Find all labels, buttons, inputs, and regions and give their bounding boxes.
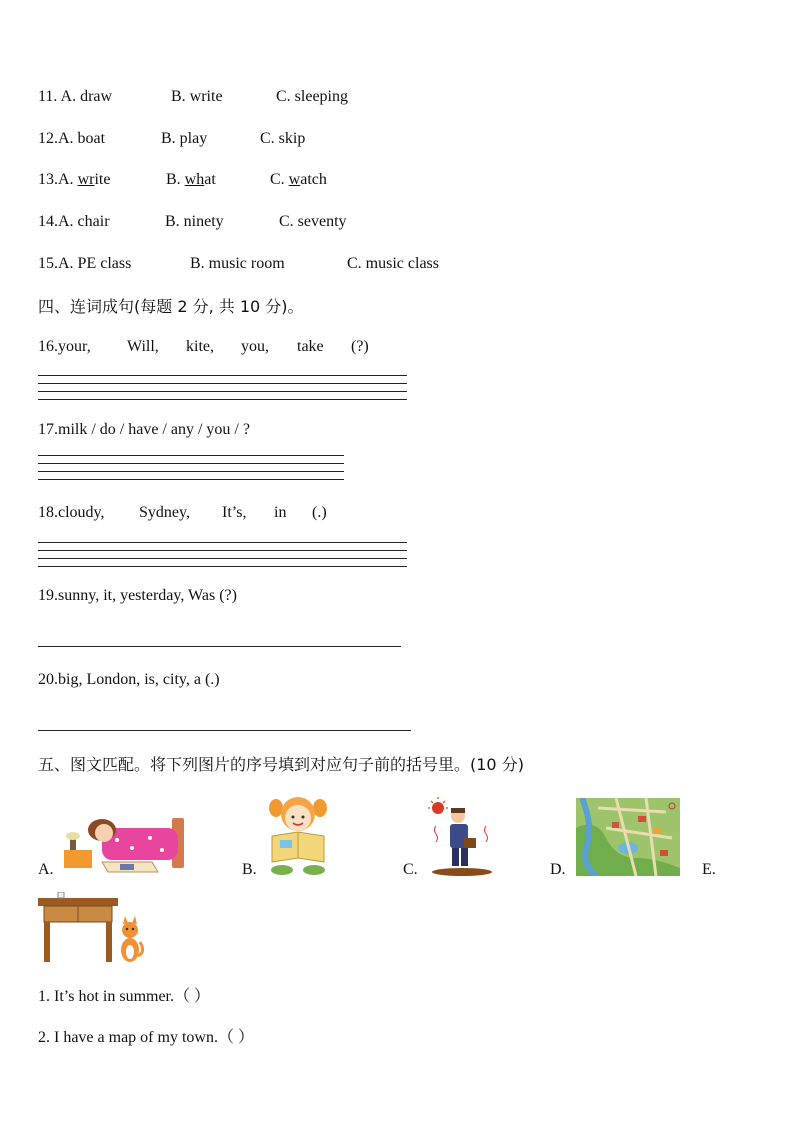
question-number: 12	[38, 130, 54, 147]
word-3: It’s,	[222, 504, 247, 521]
girl-sleeping-picture	[62, 800, 186, 878]
option-c: C. watch	[270, 171, 327, 188]
question-number: 18	[38, 504, 54, 521]
answer-line-20[interactable]	[38, 730, 411, 731]
picture-label-a: A.	[38, 861, 54, 878]
answer-line-19[interactable]	[38, 646, 401, 647]
question-text: big, London, is, city, a (.)	[58, 671, 220, 688]
sentence-text: 2. I have a map of my town.	[38, 1029, 218, 1046]
picture-label-c: C.	[403, 861, 418, 878]
word-4: you,	[241, 338, 269, 355]
match-sentence-1	[38, 983, 210, 1006]
word-5: take	[297, 338, 324, 355]
option-a: A. draw	[60, 88, 113, 105]
answer-parentheses[interactable]: （ ）	[217, 1029, 254, 1046]
question-number: 16	[38, 338, 54, 355]
girl-reading-picture	[266, 790, 330, 876]
option-a: A. boat	[58, 130, 106, 147]
question-text: sunny, it, yesterday, Was (?)	[58, 587, 237, 604]
option-a: A. chair	[58, 213, 110, 230]
picture-label-b: B.	[242, 861, 257, 878]
question-text: milk / do / have / any / you / ?	[58, 421, 250, 438]
table-and-cat-picture	[38, 892, 144, 966]
option-b: B. what	[166, 171, 216, 188]
answer-lines-17[interactable]	[38, 455, 344, 487]
word-1: cloudy,	[58, 504, 105, 521]
word-5: (.)	[312, 504, 327, 521]
option-a: 13.A. write	[38, 171, 111, 188]
hot-weather-man-picture	[428, 796, 500, 878]
answer-lines-16[interactable]	[38, 375, 407, 407]
question-number: 19	[38, 587, 54, 604]
question-number: 20	[38, 671, 54, 688]
picture-label-d: D.	[550, 861, 566, 878]
question-number: 15	[38, 255, 54, 272]
option-c: C. skip	[260, 130, 306, 147]
option-c: C. sleeping	[276, 88, 348, 105]
question-number: 17	[38, 421, 54, 438]
town-map-picture	[576, 798, 680, 876]
answer-lines-18[interactable]	[38, 542, 407, 574]
section-5-heading: 五、图文匹配。将下列图片的序号填到对应句子前的括号里。(10 分)	[38, 755, 524, 774]
option-b: B. write	[171, 88, 223, 105]
answer-parentheses[interactable]: （ ）	[174, 988, 211, 1005]
match-sentence-2	[38, 1024, 254, 1047]
option-b: B. play	[161, 130, 208, 147]
option-b: B. music room	[190, 255, 285, 272]
sentence-text: 1. It’s hot in summer.	[38, 988, 174, 1005]
option-b: B. ninety	[165, 213, 224, 230]
word-6: (?)	[351, 338, 369, 355]
word-2: Sydney,	[139, 504, 190, 521]
option-c: C. music class	[347, 255, 439, 272]
question-number: 11	[38, 88, 54, 105]
option-a: A. PE class	[58, 255, 132, 272]
word-1: your,	[58, 338, 91, 355]
picture-label-e: E.	[702, 861, 716, 878]
question-number: 14	[38, 213, 54, 230]
word-4: in	[274, 504, 287, 521]
word-2: Will,	[127, 338, 159, 355]
word-3: kite,	[186, 338, 214, 355]
section-4-heading: 四、连词成句(每题 2 分, 共 10 分)。	[38, 297, 304, 316]
option-c: C. seventy	[279, 213, 347, 230]
question-number: 13	[38, 171, 54, 188]
